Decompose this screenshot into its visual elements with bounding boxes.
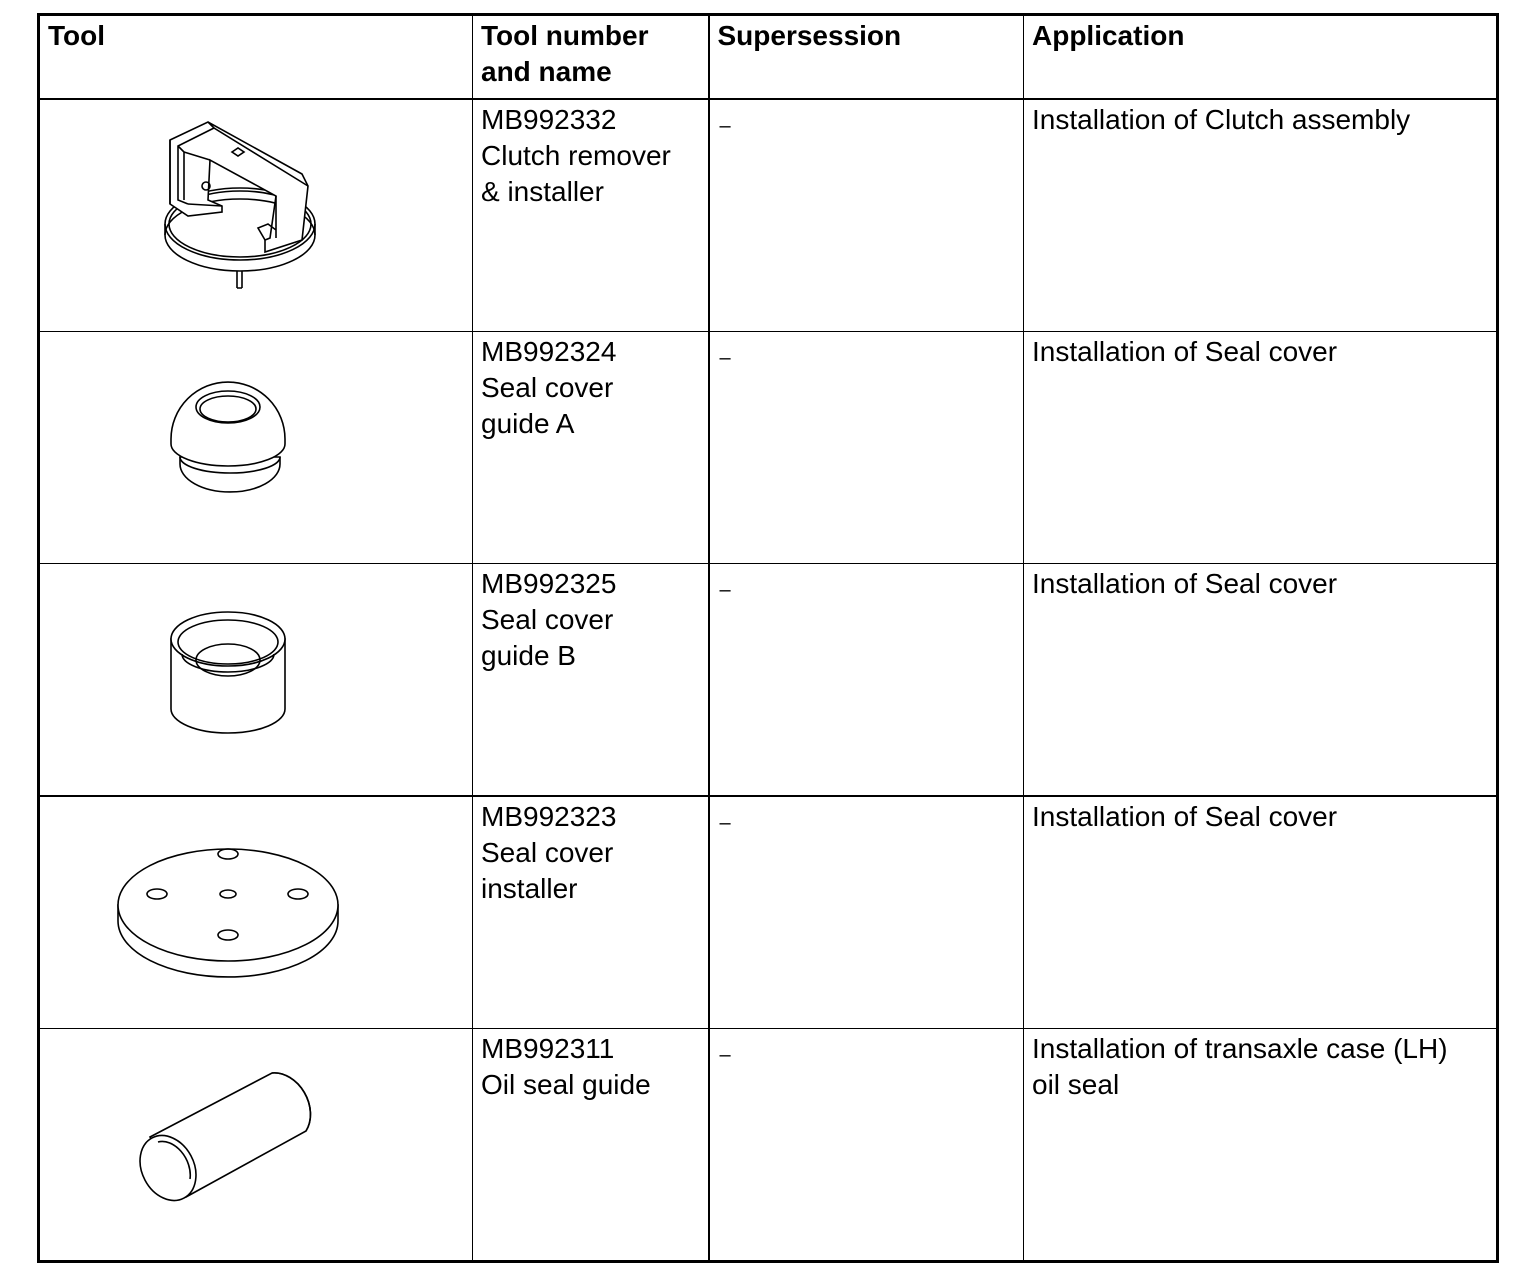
- tool-number-and-name: [473, 99, 709, 332]
- header-tool-number-and-name: Tool number and name: [473, 15, 709, 100]
- supersession-cell: [709, 564, 1024, 797]
- tool-name-line: guide B: [481, 640, 576, 671]
- tool-number: MB992324: [481, 336, 617, 367]
- application-cell: [1024, 99, 1498, 332]
- application-cell: [1024, 564, 1498, 797]
- tool-name-line: Oil seal guide: [481, 1069, 651, 1100]
- tool-name-line: Seal cover: [481, 837, 614, 868]
- tool-name-line: Clutch remover: [481, 140, 671, 171]
- header-application: Application: [1024, 15, 1498, 100]
- supersession-value: –: [719, 115, 731, 137]
- application-line: Installation of Seal cover: [1032, 568, 1338, 599]
- table-row: [39, 332, 1498, 564]
- tool-name-line: guide A: [481, 408, 575, 439]
- supersession-cell: [709, 99, 1024, 332]
- table-row: [39, 1029, 1498, 1262]
- tool-illustration-cell: [39, 796, 473, 1029]
- tool-number: MB992332: [481, 104, 617, 135]
- application-line: oil seal: [1032, 1069, 1120, 1100]
- tool-number: MB992311: [481, 1033, 615, 1064]
- seal-cover-installer-icon: [40, 797, 474, 1026]
- table-header-row: [39, 15, 1498, 100]
- tool-name-line: Seal cover: [481, 604, 614, 635]
- application-line: Installation of transaxle case (LH): [1032, 1033, 1448, 1064]
- application-line: Installation of Seal cover: [1032, 801, 1338, 832]
- special-tools-table: [37, 13, 1499, 1263]
- header-supersession: Supersession: [709, 15, 1024, 100]
- tool-name-line: & installer: [481, 176, 604, 207]
- application-line: Installation of Seal cover: [1032, 336, 1338, 367]
- tool-illustration-cell: [39, 1029, 473, 1262]
- table-row: [39, 564, 1498, 797]
- header-tool: Tool: [39, 15, 473, 100]
- tool-number-and-name: [473, 564, 709, 797]
- supersession-cell: [709, 1029, 1024, 1262]
- tool-number: MB992325: [481, 568, 617, 599]
- tool-name-line: installer: [481, 873, 578, 904]
- tool-name-line: Seal cover: [481, 372, 614, 403]
- oil-seal-guide-icon: [40, 1029, 474, 1258]
- application-cell: [1024, 332, 1498, 564]
- tool-illustration-cell: [39, 332, 473, 564]
- tool-number-and-name: [473, 1029, 709, 1262]
- clutch-remover-installer-icon: [40, 100, 474, 329]
- application-cell: [1024, 1029, 1498, 1262]
- supersession-value: –: [719, 812, 731, 834]
- tool-number: MB992323: [481, 801, 617, 832]
- supersession-value: –: [719, 1044, 731, 1066]
- application-cell: [1024, 796, 1498, 1029]
- tool-number-and-name: [473, 796, 709, 1029]
- table-row: [39, 796, 1498, 1029]
- table-row: [39, 99, 1498, 332]
- tool-illustration-cell: [39, 564, 473, 797]
- application-line: Installation of Clutch assembly: [1032, 104, 1411, 135]
- seal-cover-guide-a-icon: [40, 332, 474, 561]
- supersession-cell: [709, 796, 1024, 1029]
- supersession-value: –: [719, 579, 731, 601]
- tool-illustration-cell: [39, 99, 473, 332]
- supersession-cell: [709, 332, 1024, 564]
- supersession-value: –: [719, 347, 731, 369]
- seal-cover-guide-b-icon: [40, 564, 474, 793]
- tool-number-and-name: [473, 332, 709, 564]
